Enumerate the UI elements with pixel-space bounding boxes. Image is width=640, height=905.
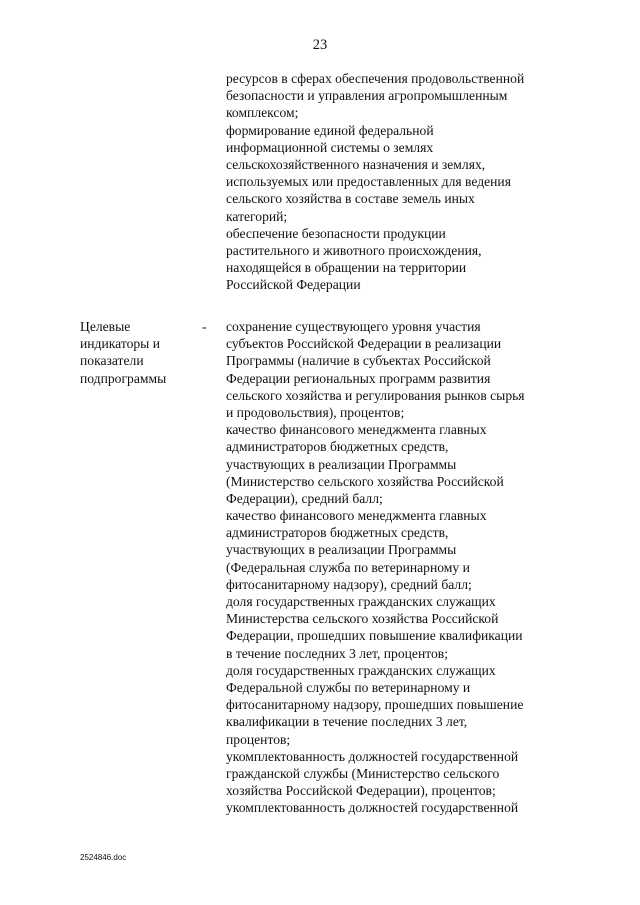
text-line: Министерства сельского хозяйства Российской	[226, 611, 499, 627]
label-line: Целевые	[80, 319, 131, 334]
text-line: администраторов бюджетных средств,	[226, 525, 449, 541]
label-line: индикаторы и	[80, 336, 160, 352]
page-number: 23	[312, 37, 328, 53]
text-line: сохранение существующего уровня участия	[226, 319, 481, 334]
text-line: ресурсов в сферах обеспечения продовольственной	[226, 71, 525, 86]
text-line: обеспечение безопасности продукции	[226, 225, 446, 241]
text-line: Федеральной службы по ветеринарному и	[226, 679, 471, 695]
text-line: находящейся в обращении на территории	[226, 260, 467, 276]
separator-dash: -	[202, 319, 207, 334]
text-line: доля государственных гражданских служащих	[226, 662, 496, 678]
text-line: Программы (наличие в субъектах Российской	[226, 353, 491, 369]
document-filename: 2524846.doc	[80, 853, 127, 862]
text-line: формирование единой федеральной	[226, 122, 434, 138]
section-label	[80, 318, 200, 387]
text-line: безопасности и управления агропромышленным	[226, 88, 508, 104]
text-line: укомплектованность должностей государственной	[226, 748, 519, 764]
text-line: комплексом;	[226, 105, 299, 121]
text-line: (Министерство сельского хозяйства Российской	[226, 473, 504, 489]
text-line: растительного и животного происхождения,	[226, 242, 482, 258]
text-line: процентов;	[226, 731, 291, 747]
text-line: категорий;	[226, 208, 288, 224]
text-line: хозяйства Российской Федерации), процентов;	[226, 783, 496, 799]
text-line: (Федеральная служба по ветеринарному и	[226, 559, 470, 575]
text-line: Федерации региональных программ развития	[226, 370, 491, 386]
text-line: участвующих в реализации Программы	[226, 456, 457, 472]
text-line: сельскохозяйственного назначения и землях,	[226, 156, 486, 172]
label-line: показатели	[80, 353, 144, 369]
text-line: Российской Федерации	[226, 277, 361, 293]
text-line: качество финансового менеджмента главных	[226, 508, 487, 524]
text-line: администраторов бюджетных средств,	[226, 439, 449, 455]
text-line: в течение последних 3 лет, процентов;	[226, 645, 448, 661]
text-line: качество финансового менеджмента главных	[226, 422, 487, 438]
text-line: квалификации в течение последних 3 лет,	[226, 714, 468, 730]
text-line: гражданской службы (Министерство сельского	[226, 765, 500, 781]
indicators-text-block	[226, 318, 566, 816]
text-line: Федерации, прошедших повышение квалификации	[226, 628, 523, 644]
text-line: участвующих в реализации Программы	[226, 542, 457, 558]
text-line: субъектов Российской Федерации в реализации	[226, 336, 502, 352]
label-line: подпрограммы	[80, 370, 167, 386]
text-line: фитосанитарному надзору), средний балл;	[226, 576, 472, 592]
text-line: укомплектованность должностей государственной	[226, 800, 519, 816]
text-line: Федерации), средний балл;	[226, 490, 383, 506]
text-line: доля государственных гражданских служащих	[226, 594, 496, 609]
text-line: информационной системы о землях	[226, 139, 434, 155]
text-line: и продовольствия), процентов;	[226, 404, 405, 420]
text-line: используемых или предоставленных для ведения	[226, 174, 511, 190]
text-line: фитосанитарному надзору, прошедших повышение	[226, 697, 524, 713]
text-line: сельского хозяйства в составе земель иных	[226, 191, 475, 207]
text-line: сельского хозяйства и регулирования рынков сырья	[226, 387, 525, 403]
continued-text-block	[226, 70, 566, 293]
